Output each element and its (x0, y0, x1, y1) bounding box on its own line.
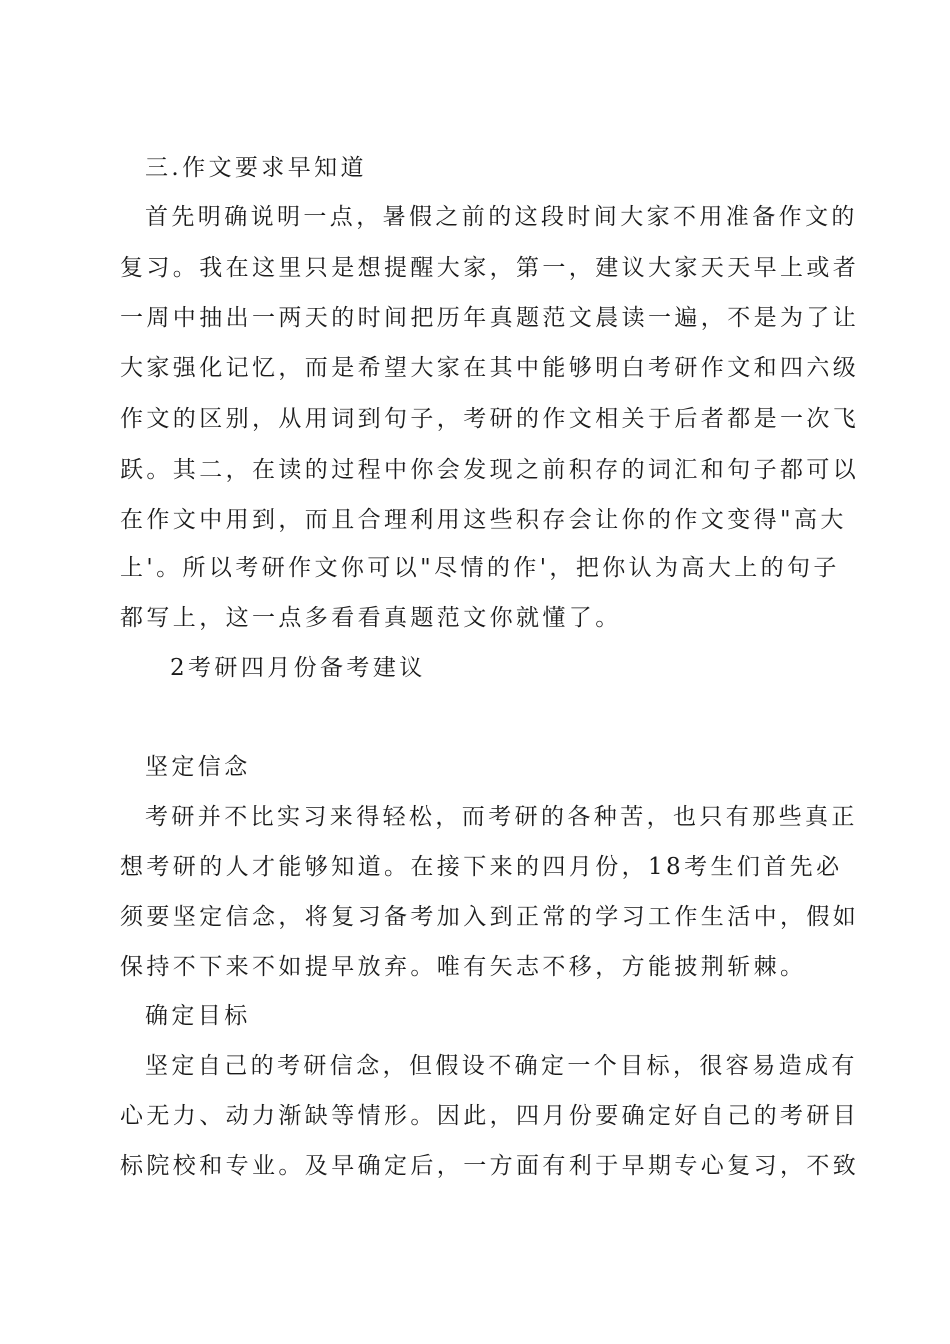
paragraph-line: 保持不下来不如提早放弃。唯有矢志不移，方能披荆斩棘。 (120, 954, 807, 980)
paragraph-line: 须要坚定信念，将复习备考加入到正常的学习工作生活中，假如 (120, 904, 860, 930)
paragraph-line: 想考研的人才能够知道。在接下来的四月份，18考生们首先必 (120, 854, 843, 880)
paragraph-line: 上'。所以考研作文你可以"尽情的作'，把你认为高大上的句子 (120, 555, 840, 581)
paragraph-line: 在作文中用到，而且合理利用这些积存会让你的作文变得"高大 (120, 507, 847, 533)
section-title-april-advice: 2考研四月份备考建议 (170, 655, 426, 681)
paragraph-line: 心无力、动力渐缺等情形。因此，四月份要确定好自己的考研目 (120, 1103, 860, 1129)
subheading-goal: 确定目标 (145, 1003, 251, 1029)
paragraph-line: 考研并不比实习来得轻松，而考研的各种苦，也只有那些真正 (145, 804, 858, 830)
paragraph-line: 复习。我在这里只是想提醒大家，第一，建议大家天天早上或者 (120, 255, 860, 281)
paragraph-line: 坚定自己的考研信念，但假设不确定一个目标，很容易造成有 (145, 1053, 858, 1079)
paragraph-line: 一周中抽出一两天的时间把历年真题范文晨读一遍，不是为了让 (120, 305, 860, 331)
paragraph-line: 都写上，这一点多看看真题范文你就懂了。 (120, 605, 622, 631)
paragraph-line: 标院校和专业。及早确定后，一方面有利于早期专心复习，不致 (120, 1153, 860, 1179)
paragraph-line: 作文的区别，从用词到句子，考研的作文相关于后者都是一次飞 (120, 406, 860, 432)
section-heading-composition: 三.作文要求早知道 (145, 155, 367, 181)
paragraph-line: 跃。其二，在读的过程中你会发现之前积存的词汇和句子都可以 (120, 457, 860, 483)
paragraph-line: 大家强化记忆，而是希望大家在其中能够明白考研作文和四六级 (120, 355, 860, 381)
paragraph-line: 首先明确说明一点，暑假之前的这段时间大家不用准备作文的 (145, 204, 858, 230)
subheading-belief: 坚定信念 (145, 754, 251, 780)
